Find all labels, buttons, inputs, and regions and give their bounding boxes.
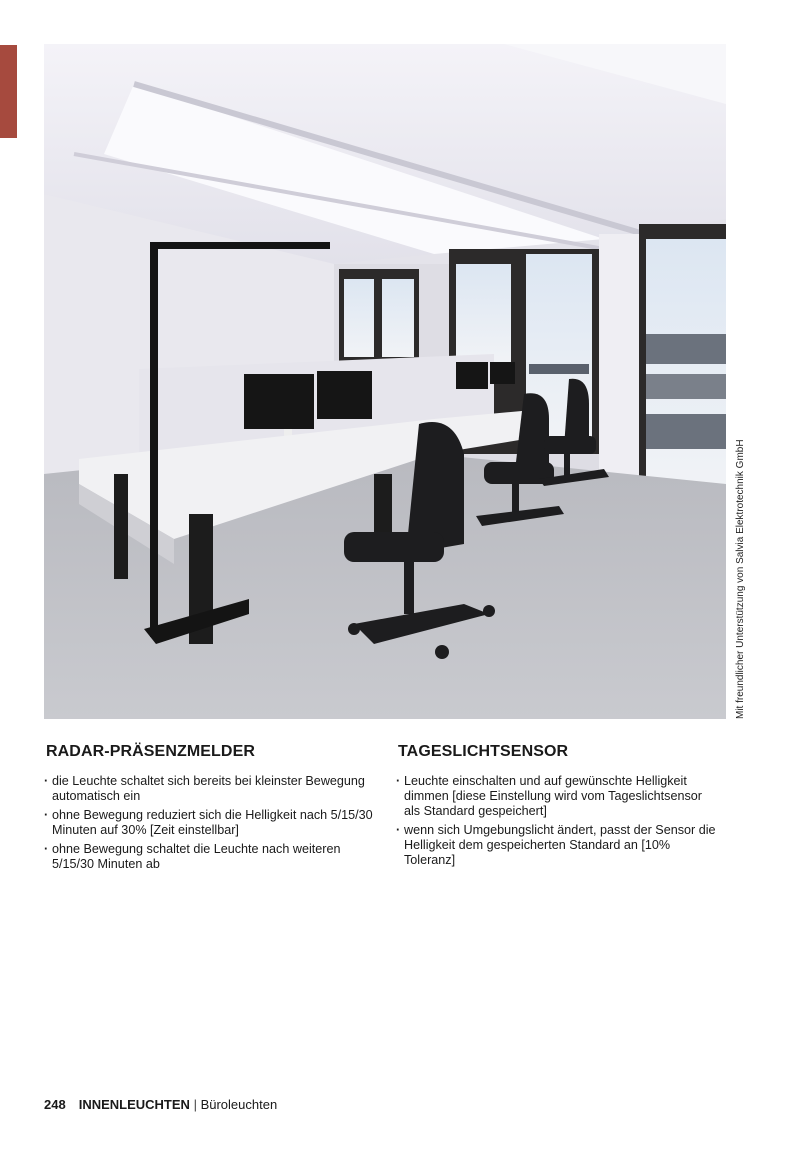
chapter-color-tab — [0, 45, 17, 138]
list-item: · ohne Bewegung reduziert sich die Helligkeit nach 5/15/30 Minuten auf 30% [Zeit einstellbar] — [46, 808, 376, 838]
page-footer — [44, 1097, 277, 1112]
bullet-list — [46, 774, 376, 872]
page-number: 248 — [44, 1097, 66, 1112]
bullet-list — [398, 774, 718, 868]
section-heading: TAGESLICHTSENSOR — [398, 743, 569, 760]
footer-subsection: Büroleuchten — [200, 1097, 278, 1112]
section-daylight-sensor — [398, 743, 718, 872]
footer-section: INNENLEUCHTEN — [78, 1097, 190, 1112]
photo-credit: Mit freundlicher Unterstützung von Salvia Elektrotechnik GmbH — [735, 439, 746, 719]
list-item: · die Leuchte schaltet sich bereits bei kleinster Bewegung automatisch ein — [46, 774, 376, 804]
section-radar-presence-detector — [46, 743, 376, 876]
list-item: · wenn sich Umgebungslicht ändert, passt der Sensor die Helligkeit dem gespeicherten Standard an [10% Toleranz] — [398, 823, 718, 868]
office-photo — [44, 44, 726, 719]
list-item: · Leuchte einschalten und auf gewünschte Helligkeit dimmen [diese Einstellung wird vom Tageslichtsensor als Standard gespeichert] — [398, 774, 718, 819]
list-item: · ohne Bewegung schaltet die Leuchte nach weiteren 5/15/30 Minuten ab — [46, 842, 376, 872]
footer-separator: | — [193, 1097, 197, 1112]
section-heading: RADAR-PRÄSENZMELDER — [46, 743, 256, 760]
